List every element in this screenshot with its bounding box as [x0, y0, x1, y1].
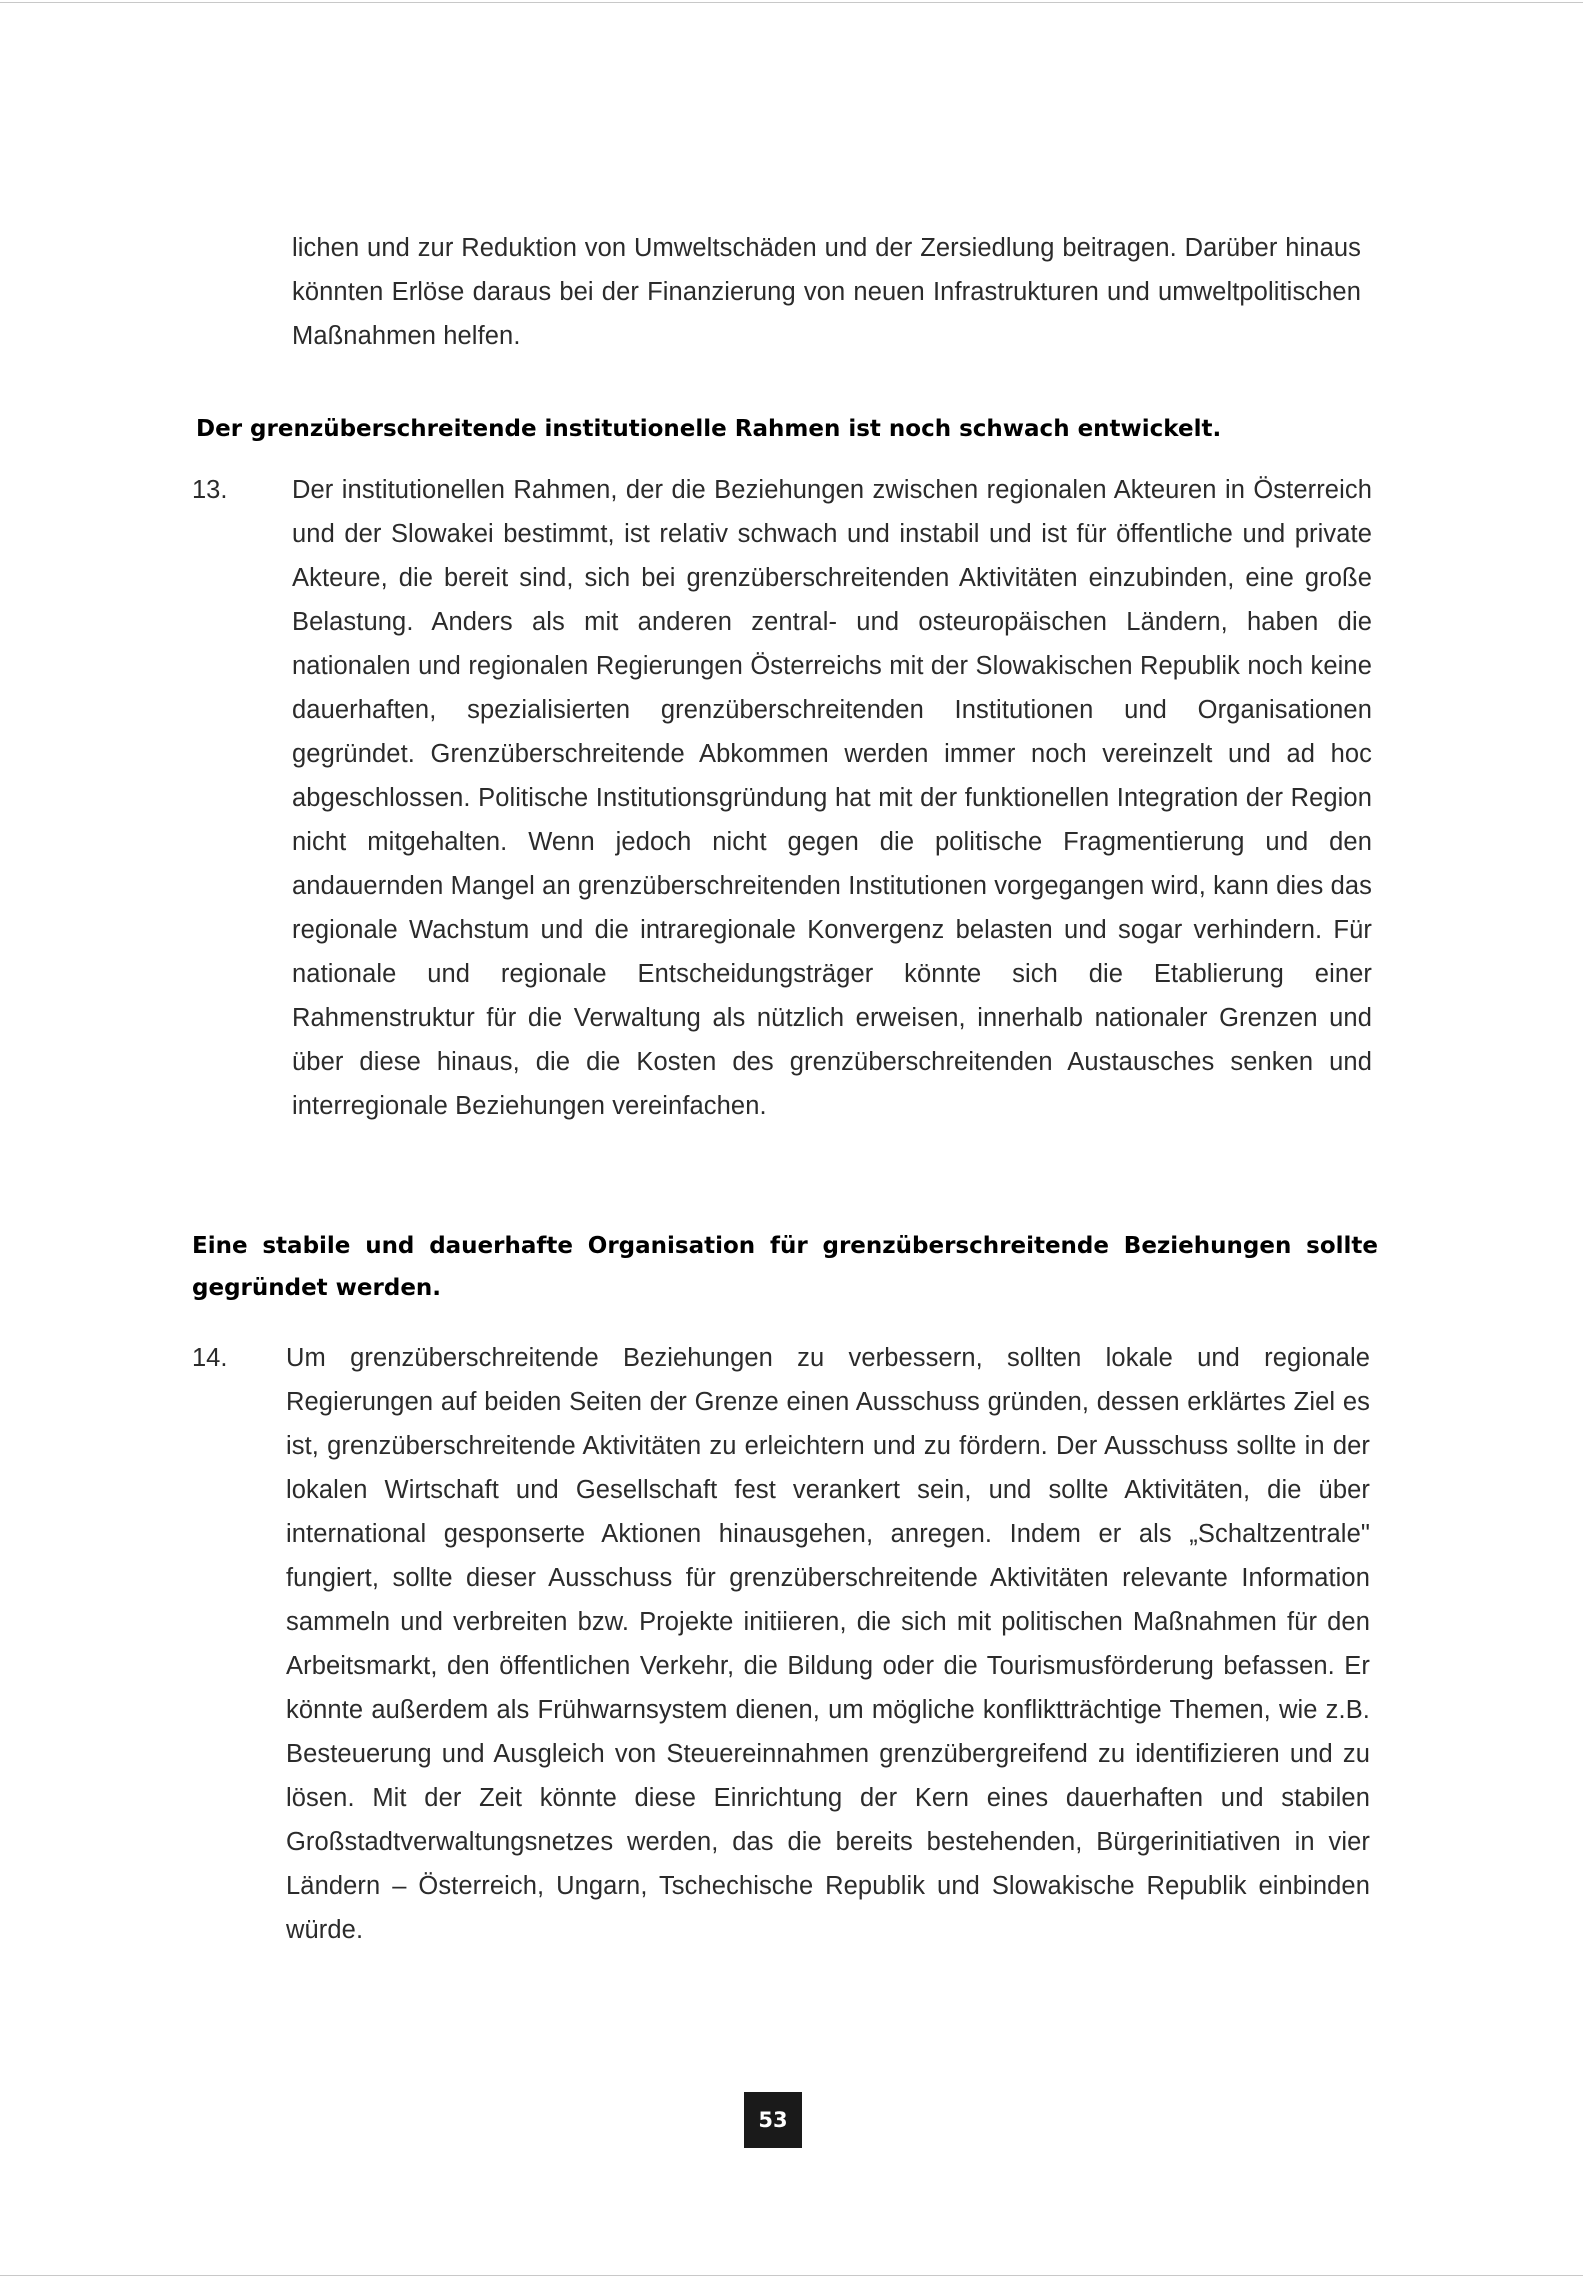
page-number-badge: 53	[744, 2092, 802, 2148]
paragraph-number-13: 13.	[192, 476, 228, 504]
top-scan-edge	[0, 2, 1583, 3]
section-heading-institutional-framework: Der grenzüberschreitende institutionelle Rahmen ist noch schwach entwickelt.	[196, 416, 1222, 442]
section-heading-stable-organisation: Eine stabile und dauerhafte Organisation für grenzüberschreitende Beziehungen sollte gegründet werden.	[192, 1233, 1378, 1301]
bottom-scan-edge	[0, 2275, 1583, 2276]
paragraph-number-14: 14.	[192, 1344, 228, 1372]
paragraph-13-text: Der institutionellen Rahmen, der die Beziehungen zwischen regionalen Akteuren in Österreich und der Slowakei bestimmt, ist relativ schwach und instabil und ist für öffentliche und private Akteure, die bereit sind, sich bei grenzüberschreitenden Aktivitäten einzubinden, eine große Belastung. Anders als mit anderen zentral- und osteuropäischen Ländern, haben die nationalen und regionalen Regierungen Österreichs mit der Slowakischen Republik noch keine dauerhaften, spezialisierten grenzüberschreitenden Institutionen und Organisationen gegründet. Grenzüberschreitende Abkommen werden immer noch vereinzelt und ad hoc abgeschlossen. Politische Institutionsgründung hat mit der funktionellen Integration der Region nicht mitgehalten. Wenn jedoch nicht gegen die politische Fragmentierung und den andauernden Mangel an grenzüberschreitenden Institutionen vorgegangen wird, kann dies das regionale Wachstum und die intraregionale Konvergenz belasten und sogar verhindern. Für nationale und regionale Entscheidungsträger könnte sich die Etablierung einer Rahmenstruktur für die Verwaltung als nützlich erweisen, innerhalb nationaler Grenzen und über diese hinaus, die die Kosten des grenzüberschreitenden Austausches senken und interregionale Beziehungen vereinfachen.	[292, 476, 1372, 1120]
intro-paragraph: lichen und zur Reduktion von Umweltschäden und der Zersiedlung beitragen. Darüber hinaus könnten Erlöse daraus bei der Finanzierung von neuen Infrastrukturen und umweltpolitischen Maßnahmen helfen.	[292, 234, 1361, 350]
paragraph-14-text: Um grenzüberschreitende Beziehungen zu verbessern, sollten lokale und regionale Regierungen auf beiden Seiten der Grenze einen Ausschuss gründen, dessen erklärtes Ziel es ist, grenzüberschreitende Aktivitäten zu erleichtern und zu fördern. Der Ausschuss sollte in der lokalen Wirtschaft und Gesellschaft fest verankert sein, und sollte Aktivitäten, die über international gesponserte Aktionen hinausgehen, anregen. Indem er als „Schaltzentrale" fungiert, sollte dieser Ausschuss für grenzüberschreitende Aktivitäten relevante Information sammeln und verbreiten bzw. Projekte initiieren, die sich mit politischen Maßnahmen für den Arbeitsmarkt, den öffentlichen Verkehr, die Bildung oder die Tourismusförderung befassen. Er könnte außerdem als Frühwarnsystem dienen, um mögliche konfliktträchtige Themen, wie z.B. Besteuerung und Ausgleich von Steuereinnahmen grenzübergreifend zu identifizieren und zu lösen. Mit der Zeit könnte diese Einrichtung der Kern eines dauerhaften und stabilen Großstadtverwaltungsnetzes werden, das die bereits bestehenden, Bürgerinitiativen in vier Ländern – Österreich, Ungarn, Tschechische Republik und Slowakische Republik einbinden würde.	[286, 1344, 1370, 1944]
